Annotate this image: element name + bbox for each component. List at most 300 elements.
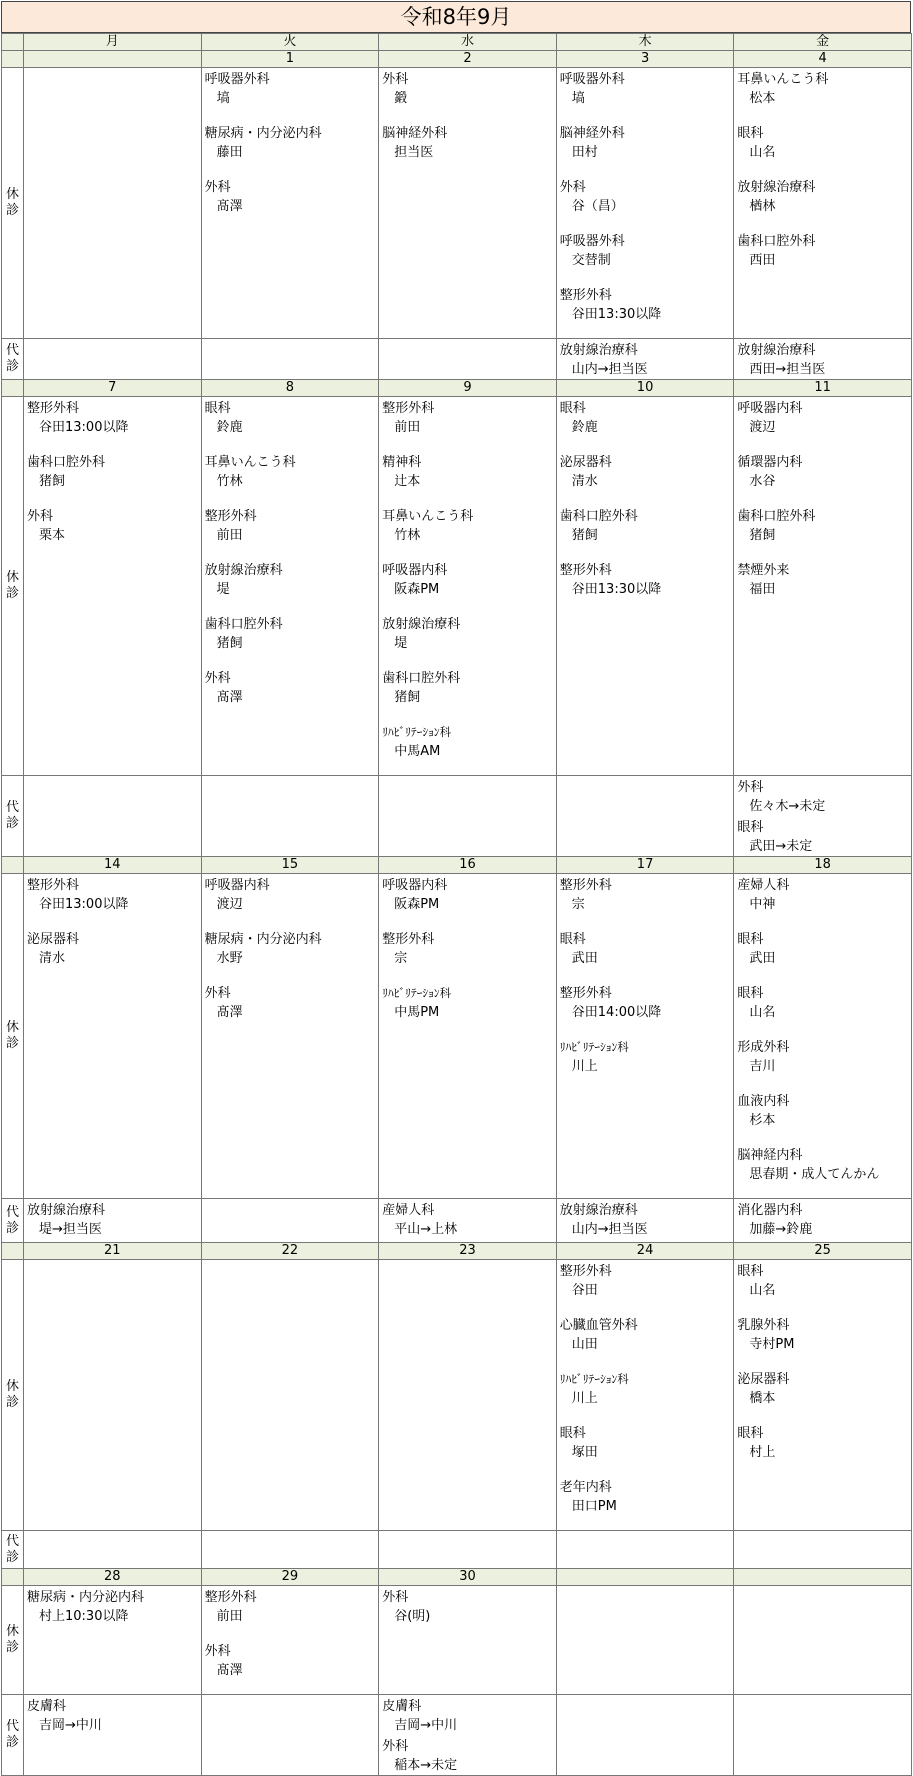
weekday-header-row bbox=[2, 34, 912, 51]
department-name: 呼吸器内科 bbox=[382, 878, 448, 893]
schedule-entry bbox=[734, 1368, 911, 1408]
schedule-entry bbox=[734, 1036, 911, 1076]
schedule-entry bbox=[379, 397, 556, 437]
day-cell bbox=[201, 1695, 379, 1776]
date-number: 3 bbox=[556, 51, 734, 68]
date-row bbox=[2, 380, 912, 397]
date-row-label bbox=[2, 857, 24, 874]
department-name: 放射線治療科 bbox=[204, 563, 283, 578]
schedule-entry bbox=[734, 1314, 911, 1354]
schedule-entry bbox=[24, 928, 201, 968]
day-cell bbox=[556, 1199, 734, 1243]
department-name: 歯科口腔外科 bbox=[559, 509, 638, 524]
schedule-entry bbox=[734, 1144, 911, 1184]
department-name: 放射線治療科 bbox=[737, 343, 816, 358]
kyushin-row bbox=[2, 1260, 912, 1531]
doctor-name: 髙澤 bbox=[216, 1005, 243, 1020]
day-cell bbox=[201, 1586, 379, 1695]
day-cell bbox=[556, 1695, 734, 1776]
department-name: 歯科口腔外科 bbox=[737, 509, 816, 524]
schedule-entry bbox=[24, 505, 201, 545]
date-number: 2 bbox=[379, 51, 557, 68]
department-name: 呼吸器内科 bbox=[382, 563, 448, 578]
department-name: 呼吸器内科 bbox=[737, 401, 803, 416]
department-name: ﾘﾊﾋﾞﾘﾃｰｼｮﾝ科 bbox=[382, 725, 452, 739]
day-cell bbox=[24, 874, 202, 1199]
doctor-name: 清水 bbox=[571, 474, 598, 489]
day-cell bbox=[24, 776, 202, 857]
doctor-name: 吉岡→中川 bbox=[39, 1718, 102, 1733]
doctor-name: 髙澤 bbox=[216, 1663, 243, 1678]
schedule-entry bbox=[557, 1476, 734, 1516]
kyushin-row bbox=[2, 68, 912, 339]
schedule-entry bbox=[379, 1199, 556, 1239]
department-name: 外科 bbox=[204, 986, 231, 1001]
weekday-fri: 金 bbox=[734, 34, 912, 51]
date-row-label bbox=[2, 1569, 24, 1586]
date-number: 10 bbox=[556, 380, 734, 397]
doctor-name: 杉本 bbox=[749, 1113, 776, 1128]
schedule-table bbox=[1, 33, 912, 1776]
doctor-name: 谷田13:30以降 bbox=[571, 307, 662, 322]
doctor-name: 武田 bbox=[571, 951, 598, 966]
schedule-entry bbox=[202, 613, 379, 653]
doctor-name: 堤 bbox=[394, 636, 408, 651]
day-cell bbox=[556, 1531, 734, 1569]
department-name: 糖尿病・内分泌内科 bbox=[27, 1590, 145, 1605]
day-cell bbox=[556, 397, 734, 776]
kyushin-label: 休診 bbox=[2, 874, 24, 1199]
schedule-entry bbox=[734, 339, 911, 379]
day-cell bbox=[379, 1260, 557, 1531]
day-cell bbox=[734, 339, 912, 380]
department-name: 糖尿病・内分泌内科 bbox=[204, 126, 322, 141]
department-name: 外科 bbox=[27, 509, 54, 524]
date-number: 22 bbox=[201, 1243, 379, 1260]
doctor-name: 山田 bbox=[571, 1337, 598, 1352]
day-cell bbox=[24, 1695, 202, 1776]
schedule-entry bbox=[557, 122, 734, 162]
doctor-name: 谷田13:00以降 bbox=[39, 420, 129, 435]
doctor-name: 武田 bbox=[749, 951, 776, 966]
schedule-entry bbox=[557, 451, 734, 491]
doctor-name: 猪飼 bbox=[571, 528, 598, 543]
doctor-name: 稲本→未定 bbox=[394, 1758, 458, 1773]
day-cell bbox=[734, 1531, 912, 1569]
department-name: 眼科 bbox=[737, 1264, 764, 1279]
schedule-entry bbox=[557, 928, 734, 968]
department-name: 呼吸器内科 bbox=[204, 878, 270, 893]
doctor-name: 川上 bbox=[571, 1391, 598, 1406]
daishin-row bbox=[2, 1695, 912, 1776]
doctor-name: 山内→担当医 bbox=[571, 362, 648, 377]
day-cell bbox=[201, 1531, 379, 1569]
department-name: 歯科口腔外科 bbox=[27, 455, 106, 470]
department-name: ﾘﾊﾋﾞﾘﾃｰｼｮﾝ科 bbox=[559, 1040, 629, 1054]
date-row bbox=[2, 51, 912, 68]
date-row bbox=[2, 857, 912, 874]
department-name: 眼科 bbox=[737, 932, 764, 947]
doctor-name: 鈴鹿 bbox=[571, 420, 598, 435]
doctor-name: 猪飼 bbox=[216, 636, 243, 651]
doctor-name: 前田 bbox=[394, 420, 421, 435]
department-name: 呼吸器外科 bbox=[559, 234, 625, 249]
schedule-entry bbox=[734, 816, 911, 856]
schedule-entry bbox=[379, 1586, 556, 1626]
schedule-entry bbox=[734, 397, 911, 437]
daishin-row bbox=[2, 776, 912, 857]
daishin-row bbox=[2, 1531, 912, 1569]
kyushin-label: 休診 bbox=[2, 1260, 24, 1531]
department-name: 外科 bbox=[737, 780, 764, 795]
calendar-sheet bbox=[1, 1, 911, 1776]
date-number: 11 bbox=[734, 380, 912, 397]
day-cell bbox=[201, 874, 379, 1199]
schedule-entry bbox=[202, 1640, 379, 1680]
schedule-entry bbox=[202, 928, 379, 968]
schedule-entry bbox=[734, 559, 911, 599]
date-number: 7 bbox=[24, 380, 202, 397]
date-number: 4 bbox=[734, 51, 912, 68]
doctor-name: 宗 bbox=[571, 897, 585, 912]
doctor-name: 鍛 bbox=[394, 91, 408, 106]
doctor-name: 加藤→鈴鹿 bbox=[749, 1222, 813, 1237]
schedule-entry bbox=[379, 928, 556, 968]
schedule-entry bbox=[557, 176, 734, 216]
department-name: 歯科口腔外科 bbox=[204, 617, 283, 632]
department-name: 老年内科 bbox=[559, 1480, 612, 1495]
date-number: 15 bbox=[201, 857, 379, 874]
department-name: 泌尿器科 bbox=[559, 455, 612, 470]
schedule-entry bbox=[379, 1695, 556, 1735]
schedule-entry bbox=[379, 505, 556, 545]
doctor-name: 楢林 bbox=[749, 199, 776, 214]
doctor-name: 田口PM bbox=[571, 1499, 617, 1514]
weekday-wed: 水 bbox=[379, 34, 557, 51]
date-number: 28 bbox=[24, 1569, 202, 1586]
date-number: 18 bbox=[734, 857, 912, 874]
schedule-entry bbox=[557, 1199, 734, 1239]
day-cell bbox=[734, 1260, 912, 1531]
department-name: 整形外科 bbox=[559, 878, 612, 893]
weekday-thu: 木 bbox=[556, 34, 734, 51]
department-name: 産婦人科 bbox=[382, 1203, 435, 1218]
daishin-row bbox=[2, 1199, 912, 1243]
schedule-entry bbox=[202, 559, 379, 599]
corner-cell bbox=[2, 34, 24, 51]
daishin-label: 代診 bbox=[2, 1531, 24, 1569]
daishin-label: 代診 bbox=[2, 776, 24, 857]
schedule-entry bbox=[734, 1422, 911, 1462]
day-cell bbox=[734, 68, 912, 339]
schedule-entry bbox=[734, 776, 911, 816]
day-cell bbox=[379, 776, 557, 857]
department-name: 精神科 bbox=[382, 455, 422, 470]
doctor-name: 藤田 bbox=[216, 145, 243, 160]
doctor-name: 鈴鹿 bbox=[216, 420, 243, 435]
schedule-entry bbox=[202, 176, 379, 216]
doctor-name: 辻本 bbox=[394, 474, 421, 489]
doctor-name: 橋本 bbox=[749, 1391, 776, 1406]
kyushin-label: 休診 bbox=[2, 397, 24, 776]
department-name: 外科 bbox=[204, 180, 231, 195]
day-cell bbox=[24, 339, 202, 380]
department-name: 整形外科 bbox=[382, 932, 435, 947]
doctor-name: 髙澤 bbox=[216, 199, 243, 214]
schedule-entry bbox=[557, 339, 734, 379]
department-name: ﾘﾊﾋﾞﾘﾃｰｼｮﾝ科 bbox=[382, 986, 452, 1000]
day-cell bbox=[556, 776, 734, 857]
department-name: 放射線治療科 bbox=[559, 343, 638, 358]
department-name: 整形外科 bbox=[559, 986, 612, 1001]
daishin-label: 代診 bbox=[2, 1695, 24, 1776]
day-cell bbox=[556, 874, 734, 1199]
day-cell bbox=[379, 1531, 557, 1569]
schedule-entry bbox=[24, 1199, 201, 1239]
doctor-name: 吉岡→中川 bbox=[394, 1718, 458, 1733]
doctor-name: 思春期・成人てんかん bbox=[749, 1167, 880, 1182]
schedule-entry bbox=[379, 982, 556, 1022]
schedule-entry bbox=[557, 397, 734, 437]
schedule-entry bbox=[202, 397, 379, 437]
doctor-name: 塙 bbox=[571, 91, 585, 106]
doctor-name: 山名 bbox=[749, 145, 776, 160]
doctor-name: 村上 bbox=[749, 1445, 776, 1460]
doctor-name: 中神 bbox=[749, 897, 776, 912]
schedule-entry bbox=[379, 68, 556, 108]
doctor-name: 猪飼 bbox=[749, 528, 776, 543]
daishin-row bbox=[2, 339, 912, 380]
schedule-entry bbox=[734, 1090, 911, 1130]
department-name: 糖尿病・内分泌内科 bbox=[204, 932, 322, 947]
department-name: 外科 bbox=[382, 1739, 409, 1754]
date-number: 17 bbox=[556, 857, 734, 874]
department-name: 放射線治療科 bbox=[737, 180, 816, 195]
doctor-name: 渡辺 bbox=[216, 897, 243, 912]
doctor-name: 竹林 bbox=[394, 528, 421, 543]
day-cell bbox=[379, 339, 557, 380]
schedule-entry bbox=[202, 122, 379, 162]
doctor-name: 阪森PM bbox=[394, 582, 440, 597]
doctor-name: 塙 bbox=[216, 91, 230, 106]
doctor-name: 前田 bbox=[216, 528, 243, 543]
date-number: 29 bbox=[201, 1569, 379, 1586]
doctor-name: 水野 bbox=[216, 951, 243, 966]
department-name: 眼科 bbox=[737, 820, 764, 835]
department-name: 眼科 bbox=[737, 1426, 764, 1441]
department-name: 泌尿器科 bbox=[737, 1372, 790, 1387]
schedule-entry bbox=[24, 1586, 201, 1626]
kyushin-label: 休診 bbox=[2, 68, 24, 339]
doctor-name: 宗 bbox=[394, 951, 408, 966]
department-name: 外科 bbox=[559, 180, 586, 195]
department-name: 整形外科 bbox=[559, 1264, 612, 1279]
day-cell bbox=[24, 68, 202, 339]
doctor-name: 猪飼 bbox=[394, 690, 421, 705]
doctor-name: 田村 bbox=[571, 145, 598, 160]
schedule-entry bbox=[557, 505, 734, 545]
schedule-entry bbox=[734, 68, 911, 108]
day-cell bbox=[556, 68, 734, 339]
schedule-entry bbox=[557, 559, 734, 599]
schedule-entry bbox=[379, 613, 556, 653]
doctor-name: 谷(明) bbox=[394, 1609, 431, 1624]
schedule-entry bbox=[557, 230, 734, 270]
department-name: 整形外科 bbox=[382, 401, 435, 416]
daishin-label: 代診 bbox=[2, 1199, 24, 1243]
doctor-name: 栗本 bbox=[39, 528, 66, 543]
department-name: 眼科 bbox=[559, 1426, 586, 1441]
doctor-name: 谷（昌） bbox=[571, 199, 624, 214]
doctor-name: 西田→担当医 bbox=[749, 362, 826, 377]
department-name: 血液内科 bbox=[737, 1094, 790, 1109]
department-name: 泌尿器科 bbox=[27, 932, 80, 947]
day-cell bbox=[379, 1695, 557, 1776]
schedule-entry bbox=[557, 982, 734, 1022]
department-name: 眼科 bbox=[737, 126, 764, 141]
department-name: 皮膚科 bbox=[382, 1699, 422, 1714]
schedule-entry bbox=[557, 874, 734, 914]
day-cell bbox=[201, 397, 379, 776]
department-name: 放射線治療科 bbox=[27, 1203, 106, 1218]
day-cell bbox=[379, 1586, 557, 1695]
date-number: 1 bbox=[201, 51, 379, 68]
date-number: 25 bbox=[734, 1243, 912, 1260]
department-name: 外科 bbox=[204, 1644, 231, 1659]
day-cell bbox=[201, 339, 379, 380]
kyushin-row bbox=[2, 874, 912, 1199]
schedule-entry bbox=[202, 874, 379, 914]
department-name: 放射線治療科 bbox=[382, 617, 461, 632]
schedule-entry bbox=[734, 451, 911, 491]
kyushin-row bbox=[2, 1586, 912, 1695]
department-name: 禁煙外来 bbox=[737, 563, 790, 578]
department-name: 整形外科 bbox=[27, 401, 80, 416]
department-name: 整形外科 bbox=[204, 509, 257, 524]
schedule-entry bbox=[202, 505, 379, 545]
weekday-tue: 火 bbox=[201, 34, 379, 51]
department-name: 脳神経内科 bbox=[737, 1148, 803, 1163]
date-number: 8 bbox=[201, 380, 379, 397]
daishin-label: 代診 bbox=[2, 339, 24, 380]
day-cell bbox=[24, 1586, 202, 1695]
date-row bbox=[2, 1243, 912, 1260]
schedule-entry bbox=[734, 122, 911, 162]
day-cell bbox=[734, 874, 912, 1199]
date-number bbox=[556, 1569, 734, 1586]
schedule-entry bbox=[557, 68, 734, 108]
schedule-entry bbox=[734, 176, 911, 216]
doctor-name: 山名 bbox=[749, 1283, 776, 1298]
date-row-label bbox=[2, 1243, 24, 1260]
doctor-name: 堤→担当医 bbox=[39, 1222, 102, 1237]
schedule-body bbox=[2, 34, 912, 1776]
doctor-name: 渡辺 bbox=[749, 420, 776, 435]
department-name: 心臓血管外科 bbox=[559, 1318, 638, 1333]
doctor-name: 交替制 bbox=[571, 253, 611, 268]
day-cell bbox=[556, 1260, 734, 1531]
schedule-entry bbox=[202, 68, 379, 108]
doctor-name: 堤 bbox=[216, 582, 230, 597]
schedule-entry bbox=[734, 982, 911, 1022]
schedule-entry bbox=[734, 1260, 911, 1300]
day-cell bbox=[734, 1586, 912, 1695]
department-name: 眼科 bbox=[737, 986, 764, 1001]
doctor-name: 川上 bbox=[571, 1059, 598, 1074]
day-cell bbox=[379, 874, 557, 1199]
date-row bbox=[2, 1569, 912, 1586]
schedule-entry bbox=[24, 874, 201, 914]
schedule-entry bbox=[24, 451, 201, 491]
schedule-entry bbox=[202, 667, 379, 707]
schedule-entry bbox=[557, 284, 734, 324]
day-cell bbox=[24, 1531, 202, 1569]
schedule-entry bbox=[24, 397, 201, 437]
date-number bbox=[24, 51, 202, 68]
department-name: 外科 bbox=[382, 1590, 409, 1605]
department-name: 循環器内科 bbox=[737, 455, 803, 470]
department-name: 放射線治療科 bbox=[559, 1203, 638, 1218]
day-cell bbox=[379, 68, 557, 339]
department-name: 耳鼻いんこう科 bbox=[204, 455, 296, 470]
doctor-name: 竹林 bbox=[216, 474, 243, 489]
date-number: 9 bbox=[379, 380, 557, 397]
date-number: 21 bbox=[24, 1243, 202, 1260]
doctor-name: 村上10:30以降 bbox=[39, 1609, 129, 1624]
doctor-name: 西田 bbox=[749, 253, 776, 268]
department-name: 耳鼻いんこう科 bbox=[737, 72, 829, 87]
doctor-name: 髙澤 bbox=[216, 690, 243, 705]
day-cell bbox=[734, 776, 912, 857]
doctor-name: 塚田 bbox=[571, 1445, 598, 1460]
doctor-name: 山内→担当医 bbox=[571, 1222, 648, 1237]
doctor-name: 中馬PM bbox=[394, 1005, 440, 1020]
doctor-name: 吉川 bbox=[749, 1059, 776, 1074]
department-name: ﾘﾊﾋﾞﾘﾃｰｼｮﾝ科 bbox=[559, 1372, 629, 1386]
schedule-entry bbox=[379, 874, 556, 914]
page-title: 令和8年9月 bbox=[1, 1, 911, 33]
day-cell bbox=[734, 1695, 912, 1776]
doctor-name: 谷田13:00以降 bbox=[39, 897, 129, 912]
department-name: 整形外科 bbox=[27, 878, 80, 893]
schedule-entry bbox=[734, 505, 911, 545]
day-cell bbox=[201, 68, 379, 339]
doctor-name: 武田→未定 bbox=[749, 839, 813, 854]
day-cell bbox=[201, 1260, 379, 1531]
doctor-name: 寺村PM bbox=[749, 1337, 795, 1352]
schedule-entry bbox=[557, 1314, 734, 1354]
date-number bbox=[734, 1569, 912, 1586]
doctor-name: 谷田14:00以降 bbox=[571, 1005, 662, 1020]
doctor-name: 平山→上林 bbox=[394, 1222, 458, 1237]
department-name: 外科 bbox=[204, 671, 231, 686]
schedule-entry bbox=[734, 874, 911, 914]
department-name: 脳神経外科 bbox=[559, 126, 625, 141]
department-name: 呼吸器外科 bbox=[204, 72, 270, 87]
schedule-entry bbox=[557, 1036, 734, 1076]
department-name: 眼科 bbox=[559, 932, 586, 947]
department-name: 皮膚科 bbox=[27, 1699, 67, 1714]
department-name: 乳腺外科 bbox=[737, 1318, 790, 1333]
department-name: 歯科口腔外科 bbox=[737, 234, 816, 249]
doctor-name: 猪飼 bbox=[39, 474, 66, 489]
schedule-entry bbox=[24, 1695, 201, 1735]
day-cell bbox=[201, 776, 379, 857]
day-cell bbox=[734, 1199, 912, 1243]
department-name: 整形外科 bbox=[204, 1590, 257, 1605]
doctor-name: 松本 bbox=[749, 91, 776, 106]
department-name: 消化器内科 bbox=[737, 1203, 803, 1218]
